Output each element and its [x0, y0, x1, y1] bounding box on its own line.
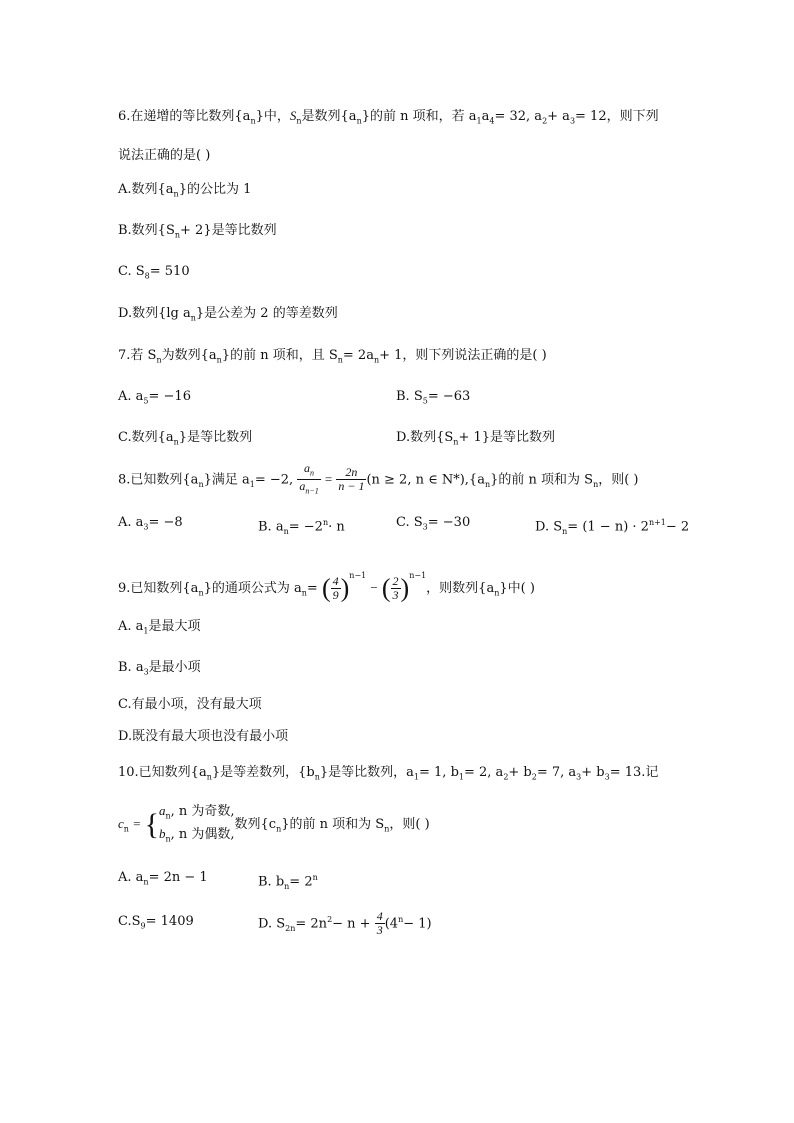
- q9-option-b: B. $a_3$是最小项: [118, 660, 201, 677]
- q7-option-a: A. $a_5= -16$: [118, 389, 191, 406]
- q10-stem-line1: 10.已知数列$\{a_n\}$是等差数列，$\{b_n\}$是等比数列，$a_1= 1$, $b_1= 2$, $a_2+ b_2= 7$, $a_3+ b_3= 13$.记: [118, 765, 659, 782]
- q10-option-d: D. $S_{2n}= 2n^2- n$ + $\frac{4}{3}$ $(4^n- 1)$: [258, 909, 432, 938]
- q9-fraction-4-9: $\frac{4}{9}$: [332, 574, 339, 602]
- q9-option-c: C.有最小项，没有最大项: [118, 697, 262, 712]
- q9-option-a: A. $a_1$是最大项: [118, 619, 201, 636]
- q10-option-a: A. $a_n= 2n - 1$: [118, 870, 208, 887]
- q8-ratio-fraction: $\frac{a_n}{a_{n-1}}$: [299, 461, 319, 496]
- q8-option-d: D. $S_n= (1 - n) \cdot 2^{n+1}- 2$: [535, 518, 690, 536]
- q7-option-d: D.数列$\{S_n+ 1\}$是等比数列: [396, 430, 556, 447]
- q6-stem-line1: 6.在递增的等比数列$\{a_n\}$中，$S_n$是数列$\{a_n\}$的前 n 项和，若 $a_1a_4= 32$, $a_2+ a_3= 12$，则下列: [118, 108, 659, 126]
- q6-option-d: D.数列{lg $a_n$}是公差为 2 的等差数列: [118, 306, 338, 323]
- q8-option-c: C. $S_3= -30$: [396, 515, 471, 532]
- q7-option-b: B. $S_5= -63$: [396, 389, 471, 406]
- q9-stem: 9.已知数列$\{a_n\}$的通项公式为 $a_n=$ ( $\frac{4}{9}$ )$^{n-1}$ − ( $\frac{2}{3}$ )$^{n-1}$，则数列$\{a_n\}$中( ): [118, 571, 535, 603]
- q6-option-a: A.数列$\{a_n\}$的公比为 1: [118, 182, 252, 199]
- q10-option-c: $C.S_9= 1409$: [118, 914, 194, 931]
- q6-option-c: C. $S_8= 510$: [118, 264, 190, 281]
- q8-rhs-fraction: $\frac{2n}{n - 1}$: [338, 465, 365, 494]
- q10-stem-line2: $c_n$ = { $a_n$, n 为奇数, $b_n$, n 为偶数, 数列$\{c_n\}$的前 n 项和为 $S_n$，则( ): [118, 802, 430, 850]
- q6-stem-line2: 说法正确的是( ): [118, 148, 211, 163]
- q10-piecewise-cases: $a_n$, n 为奇数, $b_n$, n 为偶数,: [158, 803, 235, 844]
- q9-fraction-2-3: $\frac{2}{3}$: [392, 574, 399, 602]
- q6-option-b: B.数列$\{S_n+ 2\}$是等比数列: [118, 223, 277, 240]
- q8-stem: 8.已知数列$\{a_n\}$满足 $a_1= -2$, $\frac{a_n}{a_{n-1}}$ = $\frac{2n}{n - 1}$ (n ≥ 2, n ∈ $N*),\{a_n\}$的前 n 项和为 $S_n$，则( ): [118, 461, 639, 496]
- q8-option-a: A. $a_3= -8$: [118, 515, 183, 532]
- q10-option-b: B. $b_n= 2^n$: [258, 873, 318, 891]
- q8-option-b: B. $a_n= -2^n\cdot n$: [258, 518, 345, 536]
- q9-option-d: D.既没有最大项也没有最小项: [118, 729, 289, 744]
- q7-option-c: C.数列$\{a_n\}$是等比数列: [118, 430, 253, 447]
- q7-stem: 7.若 $S_n$为数列$\{a_n\}$的前 n 项和，且 $S_n= 2a_n+ 1$，则下列说法正确的是( ): [118, 348, 547, 365]
- q10-fraction-4-3: $\frac{4}{3}$: [376, 909, 383, 938]
